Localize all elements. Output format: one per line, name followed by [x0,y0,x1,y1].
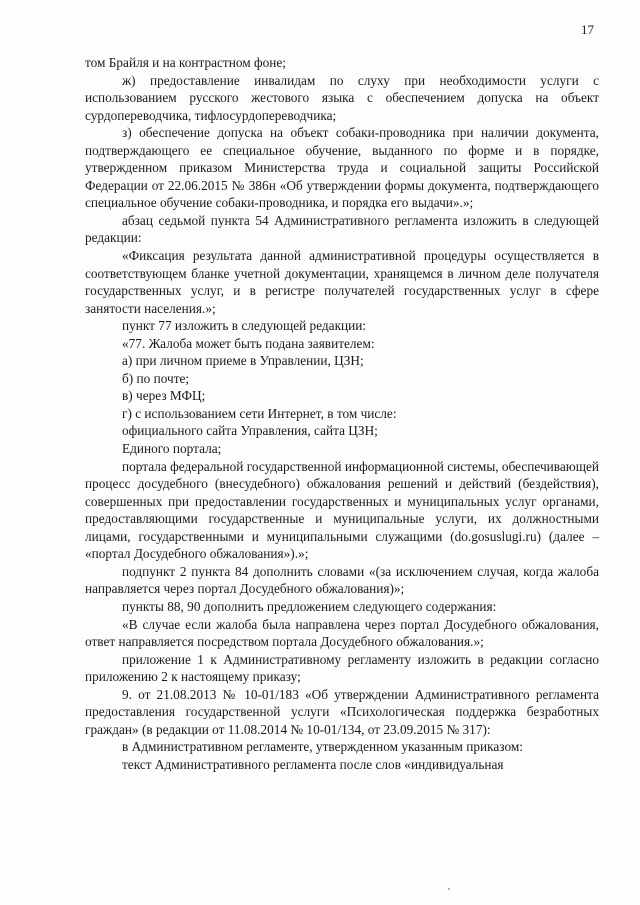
page-number: 17 [581,22,594,37]
paragraph-quote-77: «77. Жалоба может быть подана заявителем: [122,335,375,351]
paragraph-quote-appeal: «В случае если жалоба была направлена через портал Досудебного обжалования, ответ направляется посредством портала Досудебного обжалования.»; [85,616,599,650]
paragraph-appendix-1: приложение 1 к Административному регламенту изложить в редакции согласно приложению 2 к настоящему приказу; [85,651,599,685]
list-item-federal-portal: портала федеральной государственной информационной системы, обеспечивающей процесс досудебного (внесудебного) обжалования решений и действий (бездействия), совершенных при предоставлении государственных и муниципальных услуг органами, предоставляющими государственные и муниципальные услуги, их должностными лицами, государственными и муниципальными служащими (do.gosuslugi.ru) (далее – «портал Досудебного обжалования»).»; [85,458,599,562]
document-body [85,54,599,773]
paragraph-item-9: 9. от 21.08.2013 № 10-01/183 «Об утверждении Административного регламента предоставления государственной услуги «Психологическая поддержка безработных граждан» (в редакции от 11.08.2014 № 10-01/134, от 23.09.2015 № 317): [85,686,599,737]
scan-speck [448,888,450,890]
paragraph-regulation-text: текст Административного регламента после слов «индивидуальная [122,756,504,772]
paragraph-quote-fixation: «Фиксация результата данной административной процедуры осуществляется в соответствующем бланке учетной документации, хранящемся в личном деле получателя государственных услуг, и в регистре получателей государственных услуг в сфере занятости населения.»; [85,248,599,316]
paragraph-subclause-84: подпункт 2 пункта 84 дополнить словами «(за исключением случая, когда жалоба направляется через портал Досудебного обжалования)»; [85,563,599,597]
paragraph-braille-continuation: том Брайля и на контрастном фоне; [85,55,286,70]
paragraph-item-z: з) обеспечение допуска на объект собаки-проводника при наличии документа, подтверждающего ее специальное обучение, выданного по форме и в порядке, утвержденном приказом Министерства труда и социальной защиты Российской Федерации от 22.06.2015 № 386н «Об утверждении формы документа, подтверждающего специальное обучение собаки-проводника, и порядка его выдачи».»; [85,125,599,211]
paragraph-clauses-88-90: пункты 88, 90 дополнить предложением следующего содержания: [122,598,497,614]
list-item-g: г) с использованием сети Интернет, в том числе: [122,405,397,421]
paragraph-regulation-intro: в Административном регламенте, утвержденном указанным приказом: [122,739,523,755]
list-item-b: б) по почте; [122,370,190,386]
paragraph-clause-77: пункт 77 изложить в следующей редакции: [122,318,367,334]
list-item-single-portal: Единого портала; [122,441,222,457]
paragraph-item-zh: ж) предоставление инвалидам по слуху при необходимости услуги с использованием русского жестового языка с обеспечением допуска на объект сурдопереводчика, тифлосурдопереводчика; [85,72,599,123]
list-item-v: в) через МФЦ; [122,388,206,404]
paragraph-clause-54: абзац седьмой пункта 54 Административного регламента изложить в следующей редакции: [85,212,599,246]
list-item-official-site: официального сайта Управления, сайта ЦЗН; [122,423,378,439]
list-item-a: а) при личном приеме в Управлении, ЦЗН; [122,353,364,369]
